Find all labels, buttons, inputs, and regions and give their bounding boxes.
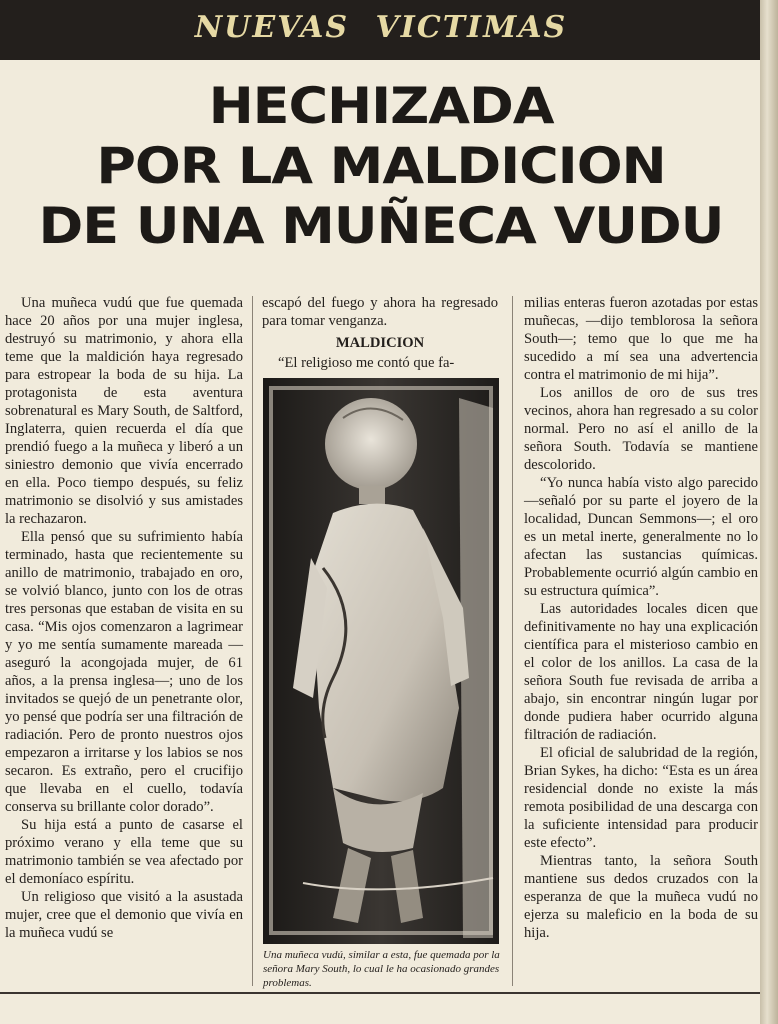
- article-column-1: [5, 294, 243, 942]
- paragraph: escapó del fuego y ahora ha regresado para tomar venganza.: [262, 295, 498, 329]
- headline-line-2: POR LA MALDICION: [96, 137, 666, 195]
- paragraph: milias enteras fueron azotadas por estas muñecas, —dijo temblorosa la señora South—; temo que lo que me ha sucedido a mí sea una advertencia contra el matrimonio de mi hija”.: [524, 295, 758, 383]
- paragraph: Los anillos de oro de sus tres vecinos, ahora han regresado a su color normal. Pero no así el anillo de la señora South. Todavía se mantiene descolorido.: [524, 385, 758, 473]
- headline-line-3: DE UNA MUÑECA VUDU: [38, 197, 724, 255]
- paragraph: Ella pensó que su sufrimiento había terminado, hasta que recientemente su anillo de matrimonio, trabajado en oro, se volvió blanco, junto con los de otras tres personas que estaban de visita en su casa. “Mis ojos comenzaron a lagrimear y yo me sentía sumamente mareada —aseguró la acongojada mujer, de 61 años, a la prensa inglesa—; uno de los invitados se quejó de un penetrante olor, yo pensé que podría ser una filtración de radiación. Pero de pronto nuestros ojos empezaron a irritarse y los labios se nos secaron. Es extraño, pero el crucifijo que llevaba en el cuello, todavía conserva su brillante color dorado”.: [5, 529, 243, 815]
- paragraph: Su hija está a punto de casarse el próximo verano y ella teme que su matrimonio también se vea afectado por el demoníaco espíritu.: [5, 817, 243, 887]
- doll-illustration: [263, 378, 499, 944]
- paragraph: El oficial de salubridad de la región, Brian Sykes, ha dicho: “Esta es un área residencial donde no existe la más remota posibilidad de una descarga con la suficiente intensidad para producir este efecto”.: [524, 745, 758, 851]
- column-divider: [252, 296, 253, 986]
- article-column-2: [262, 294, 498, 372]
- bottom-rule: [0, 992, 762, 994]
- paragraph: “Yo nunca había visto algo parecido —señaló por su parte el joyero de la localidad, Duncan Semmons—; el oro es un metal inerte, generalmente no lo afectan las sustancias químicas. Probablemente ocurrió algún cambio en su estructura química”.: [524, 475, 758, 599]
- column-divider: [512, 296, 513, 986]
- page-edge: [760, 0, 778, 1024]
- photo-caption: Una muñeca vudú, similar a esta, fue quemada por la señora Mary South, lo cual le ha ocasionado grandes problemas.: [263, 949, 500, 989]
- voodoo-doll-photo: [263, 378, 499, 944]
- paragraph: Un religioso que visitó a la asustada mujer, cree que el demonio que vivía en la muñeca vudú se: [5, 889, 243, 941]
- section-title: NUEVAS VICTIMAS: [194, 10, 568, 45]
- paragraph: Mientras tanto, la señora South mantiene sus dedos cruzados con la esperanza de que la muñeca vudú no ejerza su maleficio en la boda de su hija.: [524, 853, 758, 941]
- headline: [0, 76, 762, 256]
- paragraph: “El religioso me contó que fa-: [278, 355, 455, 371]
- paragraph: Una muñeca vudú que fue quemada hace 20 años por una mujer inglesa, destruyó su matrimonio, y ahora ella teme que la maldición haya regresado para estropear la boda de su hija. La protagonista de esta aventura sobrenatural es Mary South, de Saltford, Inglaterra, quien recuerda el día que prendió fuego a la muñeca y liberó a un siniestro demonio que vivía encerrado en ella. Poco tiempo después, su feliz matrimonio se disolvió y sus amistades la rechazaron.: [5, 295, 243, 527]
- section-banner: [0, 0, 762, 60]
- paragraph: Las autoridades locales dicen que definitivamente no hay una explicación científica para el misterioso cambio en el color de los anillos. La casa de la señora South fue revisada de arriba a abajo, sin encontrar ningún lugar por donde pudiera haber ocurrido alguna filtración de radiación.: [524, 601, 758, 743]
- article-column-3: [524, 294, 758, 942]
- headline-line-1: HECHIZADA: [208, 77, 554, 135]
- subheading: MALDICION: [335, 335, 425, 351]
